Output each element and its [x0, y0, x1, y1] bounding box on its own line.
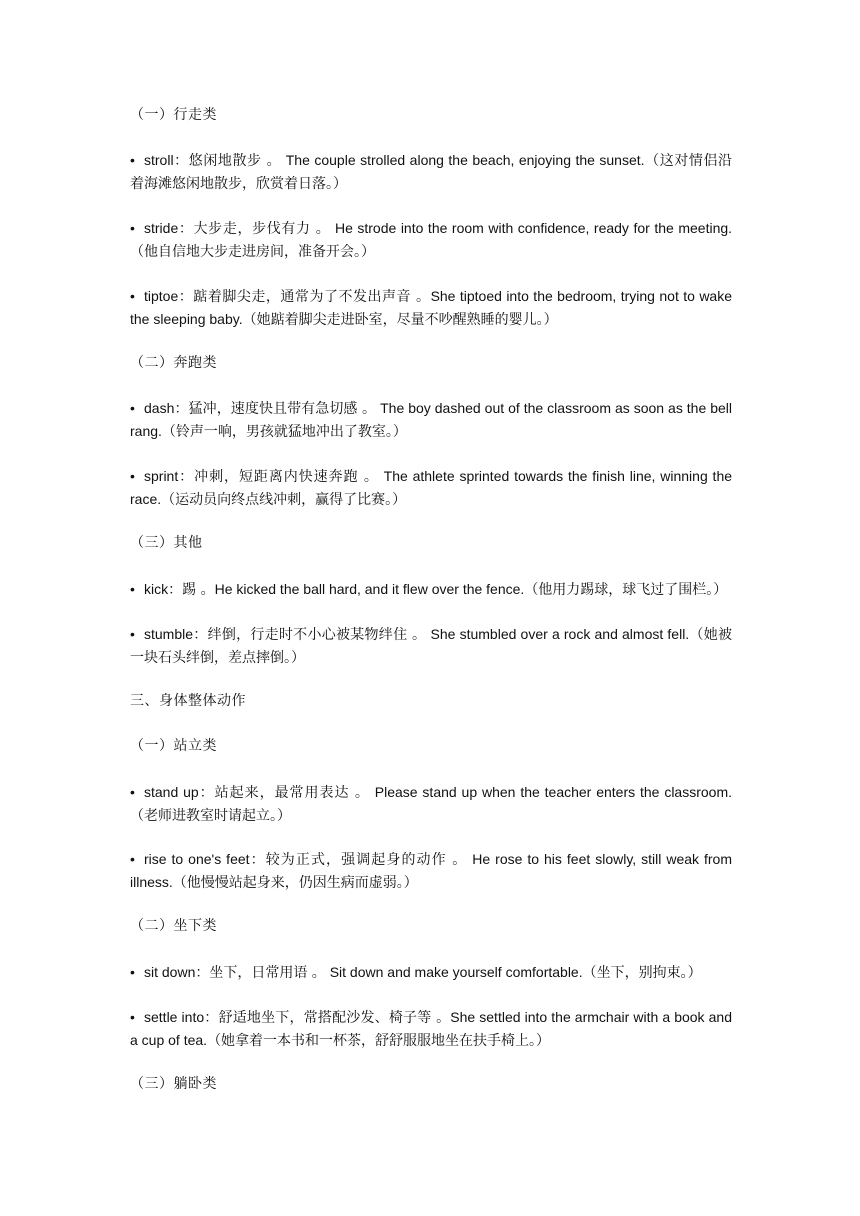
vocab-example: He rose to his feet slowly, still weak from illness. — [130, 851, 733, 890]
vocab-translation: （他用力踢球，球飞过了围栏。） — [524, 582, 728, 598]
vocab-entry — [130, 623, 732, 669]
vocab-example: He strode into the room with confidence, ready for the meeting. — [334, 220, 733, 236]
bullet-icon: • — [130, 468, 135, 484]
section-heading: （二）坐下类 — [130, 918, 217, 934]
vocab-definition: 踮着脚尖走，通常为了不发出声音 。 — [193, 289, 431, 305]
vocab-definition: 冲刺，短距离内快速奔跑 。 — [194, 469, 379, 485]
vocab-term: settle into： — [144, 1009, 219, 1025]
vocab-term: tiptoe： — [144, 288, 194, 304]
section-heading: （三）其他 — [130, 535, 203, 551]
bullet-icon: • — [130, 400, 135, 416]
bullet-icon: • — [130, 581, 135, 597]
vocab-entry — [130, 961, 732, 984]
vocab-example: She settled into the armchair with a book and a cup of tea. — [130, 1009, 732, 1048]
vocab-term: rise to one's feet： — [144, 851, 266, 867]
document-page — [130, 0, 732, 1216]
vocab-translation: （坐下，别拘束。） — [582, 965, 702, 981]
vocab-translation: （她拿着一本书和一杯茶，舒舒服服地坐在扶手椅上。） — [207, 1033, 551, 1049]
vocab-entry — [130, 397, 732, 443]
vocab-translation: （他慢慢站起身来，仍因生病而虚弱。） — [172, 875, 418, 891]
vocab-example: Sit down and make yourself comfortable. — [329, 964, 583, 980]
chapter-heading: 三、身体整体动作 — [130, 693, 246, 709]
vocab-definition: 踢 。 — [182, 582, 215, 598]
vocab-definition: 猛冲，速度快且带有急切感 。 — [188, 401, 377, 417]
bullet-icon: • — [130, 626, 135, 642]
vocab-example: He kicked the ball hard, and it flew over the fence. — [214, 581, 525, 597]
section-heading: （二）奔跑类 — [130, 355, 217, 371]
bullet-icon: • — [130, 851, 135, 867]
bullet-icon: • — [130, 784, 135, 800]
vocab-definition: 悠闲地散步 。 — [188, 153, 282, 169]
vocab-term: stroll： — [144, 152, 189, 168]
vocab-definition: 大步走，步伐有力 。 — [193, 221, 331, 237]
vocab-translation: （运动员向终点线冲刺，赢得了比赛。） — [161, 492, 407, 508]
bullet-icon: • — [130, 288, 135, 304]
vocab-definition: 舒适地坐下，常搭配沙发、椅子等 。 — [218, 1010, 451, 1026]
vocab-entry — [130, 217, 732, 263]
vocab-term: stand up： — [144, 784, 215, 800]
vocab-entry — [130, 781, 732, 827]
vocab-term: sit down： — [144, 964, 210, 980]
vocab-translation: （她踮着脚尖走进卧室，尽量不吵醒熟睡的婴儿。） — [242, 312, 558, 328]
vocab-example: The athlete sprinted towards the finish line, winning the race. — [130, 468, 733, 507]
bullet-icon: • — [130, 964, 135, 980]
vocab-term: dash： — [144, 400, 189, 416]
section-heading: （一）行走类 — [130, 107, 217, 123]
vocab-entry — [130, 149, 732, 195]
vocab-example: The couple strolled along the beach, enjoying the sunset. — [285, 152, 645, 168]
vocab-translation: （她被一块石头绊倒，差点摔倒。） — [130, 627, 733, 666]
vocab-definition: 绊倒，行走时不小心被某物绊住 。 — [207, 627, 427, 643]
vocab-entry — [130, 285, 732, 331]
vocab-entry — [130, 465, 732, 511]
vocab-translation: （铃声一响，男孩就猛地冲出了教室。） — [161, 424, 407, 440]
vocab-example: The boy dashed out of the classroom as soon as the bell rang. — [130, 400, 733, 439]
vocab-entry — [130, 848, 732, 894]
vocab-entry — [130, 578, 732, 601]
vocab-translation: （他自信地大步走进房间，准备开会。） — [130, 244, 375, 260]
section-heading: （三）躺卧类 — [130, 1076, 217, 1092]
vocab-translation: （老师进教室时请起立。） — [130, 808, 291, 824]
vocab-example: She tiptoed into the bedroom, trying not to wake the sleeping baby. — [130, 288, 733, 327]
bullet-icon: • — [130, 152, 135, 168]
vocab-term: stride： — [144, 220, 194, 236]
vocab-term: stumble： — [144, 626, 208, 642]
vocab-translation: （这对情侣沿着海滩悠闲地散步，欣赏着日落。） — [130, 153, 733, 192]
vocab-definition: 坐下，日常用语 。 — [209, 965, 326, 981]
section-heading: （一）站立类 — [130, 738, 217, 754]
bullet-icon: • — [130, 220, 135, 236]
vocab-example: She stumbled over a rock and almost fell. — [430, 626, 690, 642]
vocab-entry — [130, 1006, 732, 1052]
vocab-term: kick： — [144, 581, 183, 597]
vocab-definition: 站起来，最常用表达 。 — [214, 785, 370, 801]
vocab-term: sprint： — [144, 468, 195, 484]
vocab-example: Please stand up when the teacher enters the classroom. — [374, 784, 733, 800]
bullet-icon: • — [130, 1009, 135, 1025]
vocab-definition: 较为正式，强调起身的动作 。 — [265, 852, 468, 868]
